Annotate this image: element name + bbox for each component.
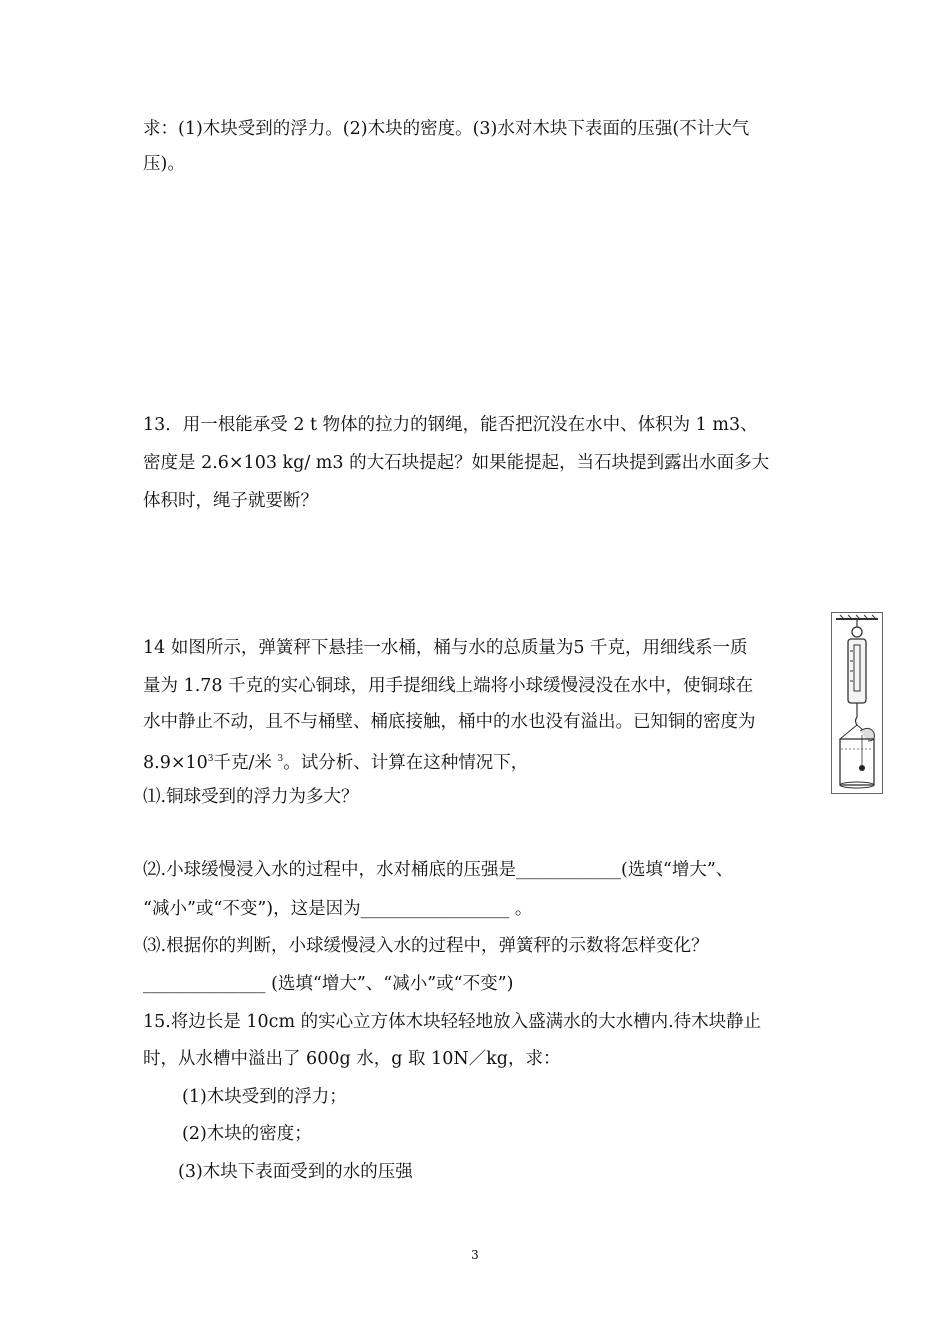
- q14-line-2: 量为 1.78 千克的实心铜球，用手提细线上端将小球缓慢浸没在水中，使铜球在: [143, 676, 754, 696]
- density-unit: 千克/米: [213, 752, 278, 773]
- exponent: 3: [207, 754, 214, 764]
- q13-line-1: 13．用一根能承受 2 t 物体的拉力的钢绳，能否把沉没在水中、体积为 1 m3、: [143, 415, 758, 435]
- q15-item-1: (1)木块受到的浮力；: [182, 1087, 347, 1107]
- q15-item-3: (3)木块下表面受到的水的压强: [178, 1162, 413, 1182]
- q14-line-3: 水中静止不动，且不与桶壁、桶底接触，桶中的水也没有溢出。已知铜的密度为: [143, 712, 756, 732]
- q14-sub-1: ⑴.铜球受到的浮力为多大？: [143, 787, 359, 807]
- exponent: 3: [277, 754, 284, 764]
- q15-line-1: 15.将边长是 10cm 的实心立方体木块轻轻地放入盛满水的大水槽内.待木块静止: [143, 1012, 762, 1032]
- q14-sub-3-line-2: ______________ (选填“增大”、“减小”或“不变”): [143, 974, 514, 994]
- spring-scale-bucket-figure: [831, 612, 883, 794]
- q14-sub-2-line-2: “减小”或“不变”)，这是因为_________________ 。: [143, 899, 533, 919]
- copper-density-value: 8.9×10: [143, 752, 208, 773]
- page-number: 3: [471, 1248, 479, 1262]
- q14-sub-3-line-1: ⑶.根据你的判断，小球缓慢浸入水的过程中，弹簧秤的示数将怎样变化？: [143, 936, 709, 956]
- q14-sub-2-line-1: ⑵.小球缓慢浸入水的过程中，水对桶底的压强是____________(选填“增大”、: [143, 860, 734, 880]
- q15-item-2: (2)木块的密度；: [182, 1124, 312, 1144]
- q14-line-4-end: 。试分析、计算在这种情况下，: [283, 752, 529, 773]
- q12-line-2: 压)。: [143, 154, 185, 174]
- q12-line-1: 求：(1)木块受到的浮力。(2)木块的密度。(3)水对木块下表面的压强(不计大气: [143, 119, 750, 139]
- q14-line-1: 14 如图所示，弹簧秤下悬挂一水桶，桶与水的总质量为5 千克，用细线系一质: [143, 638, 748, 658]
- spring-scale-illustration: [832, 613, 882, 793]
- q14-line-4: [143, 747, 528, 775]
- q13-line-3: 体积时，绳子就要断？: [143, 491, 318, 511]
- q13-line-2: 密度是 2.6×103 kg/ m3 的大石块提起？如果能提起，当石块提到露出水面多大: [143, 453, 770, 473]
- q15-line-2: 时，从水槽中溢出了 600g 水，g 取 10N／kg，求：: [143, 1049, 561, 1069]
